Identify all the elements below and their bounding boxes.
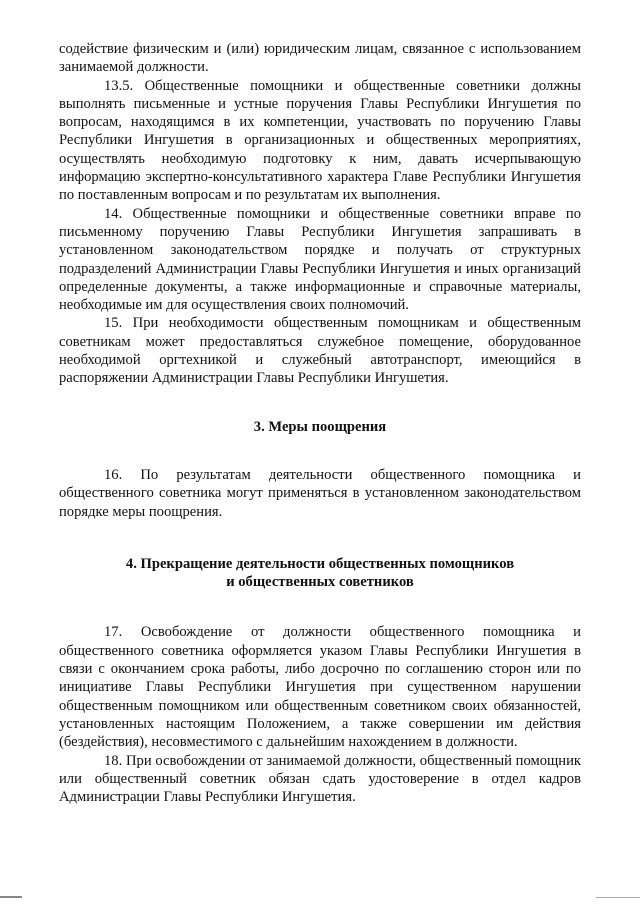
section-heading-3: 3. Меры поощрения (253, 418, 387, 435)
paragraph-13-5: 13.5. Общественные помощники и общественные советники должны выполнять письменные и устные поручения Главы Республики Ингушетия по вопросам, находящимся в их компетенции, участвовать по поручению Главы Республики Ингушетия в организационных и общественных мероприятиях, осуществлять необходимую подготовку к ним, давать исчерпывающую информацию экспертно-консультативного характера Главе Республики Ингушетия по поставленным вопросам и по результатам их выполнения. (59, 77, 581, 204)
paragraph-13-4-continuation: содействие физическим и (или) юридическим лицам, связанное с использованием занимаемой должности. (59, 41, 581, 76)
paragraph-15: 15. При необходимости общественным помощникам и общественным советникам может предоставляться служебное помещение, оборудованное необходимой оргтехникой и служебный автотранспорт, имеющийся в распоряжении Администрации Главы Республики Ингушетия. (59, 315, 581, 387)
document-body (59, 40, 581, 806)
paragraph-16: 16. По результатам деятельности общественного помощника и общественного советника могут применяться в установленном законодательством порядке меры поощрения. (59, 466, 581, 520)
paragraph-14: 14. Общественные помощники и общественные советники вправе по письменному поручению Главы Республики Ингушетия запрашивать в установленном законодательством порядке и получать от структурных подразделений Администрации Главы Республики Ингушетия и иных организаций определенные документы, а также информационные и справочные материалы, необходимые им для осуществления своих полномочий. (59, 205, 581, 314)
paragraph-18: 18. При освобождении от занимаемой должности, общественный помощник или общественный советник обязан сдать удостоверение в отдел кадров Администрации Главы Республики Ингушетия. (59, 752, 581, 806)
section-heading-4-line-2: и общественных советников (226, 574, 414, 591)
section-heading-4-line-1: 4. Прекращение деятельности общественных помощников (125, 555, 515, 572)
section-heading-4 (59, 555, 581, 592)
scan-edge-mark-left (0, 896, 22, 898)
scan-edge-mark-right (596, 897, 640, 898)
paragraph-17: 17. Освобождение от должности общественного помощника и общественного советника оформляется указом Главы Республики Ингушетия в связи с окончанием срока работы, либо досрочно по соглашению сторон или по инициативе Главы Республики Ингушетия при существенном нарушении общественным помощником или общественным советником своих обязанностей, установленных настоящим Положением, а также совершении им действия (бездействия), несовместимого с дальнейшим нахождением в должности. (59, 624, 581, 751)
